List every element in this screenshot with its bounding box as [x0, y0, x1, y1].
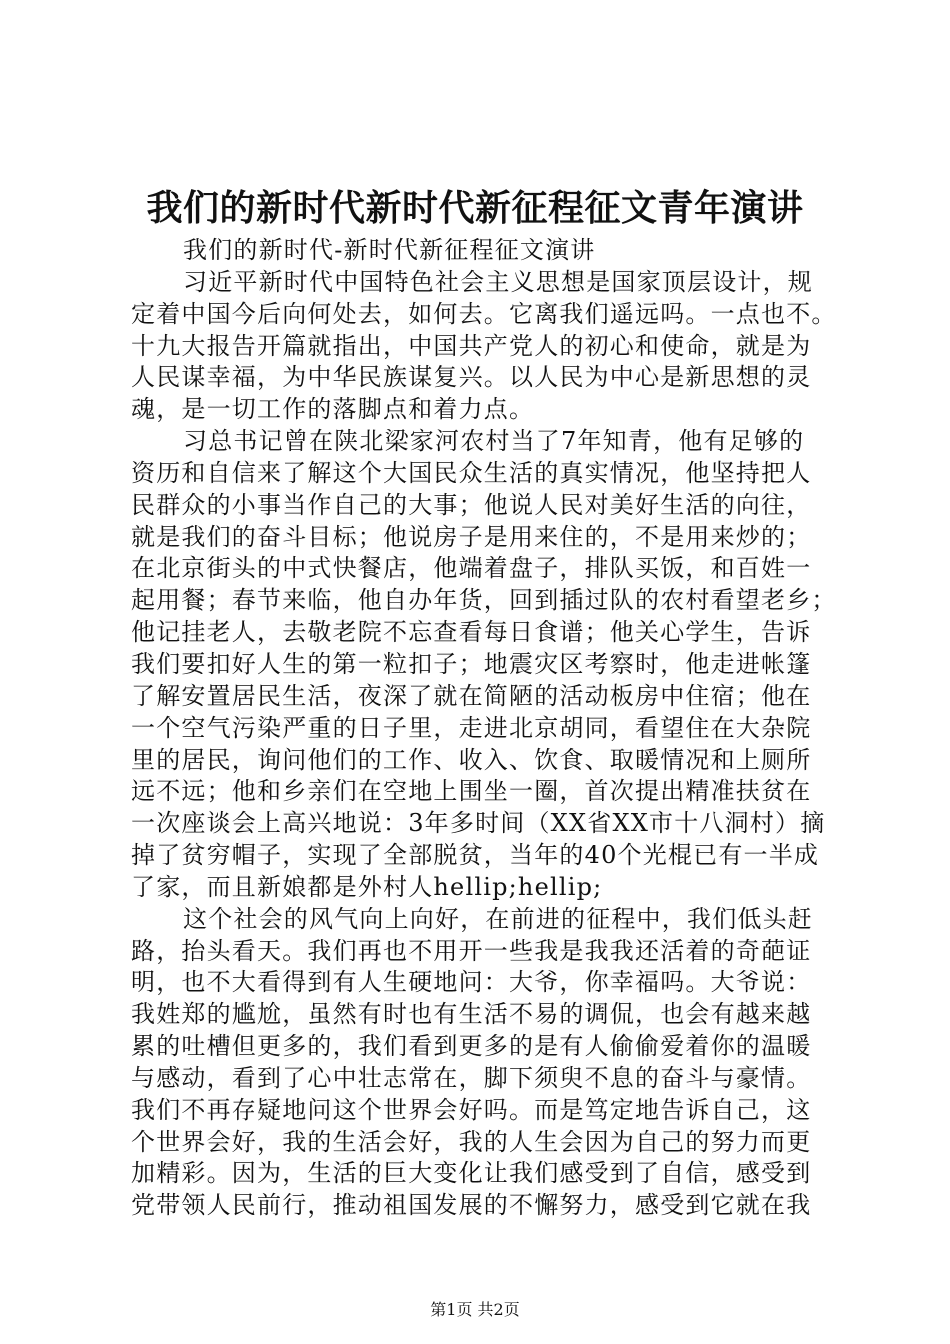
body-line: 掉了贫穷帽子，实现了全部脱贫，当年的40个光棍已有一半成: [131, 841, 820, 870]
body-line: 我们的新时代-新时代新征程征文演讲: [183, 236, 596, 264]
document-title: 我们的新时代新时代新征程征文青年演讲: [146, 187, 804, 229]
body-line: 我们不再存疑地问这个世界会好吗。而是笃定地告诉自己，这: [131, 1095, 812, 1124]
body-line: 十九大报告开篇就指出，中国共产党人的初心和使命，就是为: [131, 331, 812, 360]
body-line: 民群众的小事当作自己的大事；他说人民对美好生活的向往，: [131, 490, 812, 519]
body-line: 了家，而且新娘都是外村人hellip;hellip;: [131, 872, 603, 901]
body-line: 了解安置居民生活，夜深了就在简陋的活动板房中住宿；他在: [131, 681, 812, 710]
body-line: 与感动，看到了心中壮志常在，脚下须臾不息的奋斗与豪情。: [131, 1063, 812, 1092]
body-line: 里的居民，询问他们的工作、收入、饮食、取暖情况和上厕所: [131, 745, 812, 774]
body-line: 一次座谈会上高兴地说：3年多时间（XX省XX市十八洞村）摘: [131, 809, 826, 838]
body-line: 个世界会好，我的生活会好，我的人生会因为自己的努力而更: [131, 1127, 812, 1156]
body-line: 定着中国今后向何处去，如何去。它离我们遥远吗。一点也不。: [131, 299, 837, 328]
body-line: 这个社会的风气向上向好，在前进的征程中，我们低头赶: [183, 904, 813, 933]
body-line: 资历和自信来了解这个大国民众生活的真实情况，他坚持把人: [131, 458, 812, 487]
body-line: 就是我们的奋斗目标；他说房子是用来住的，不是用来炒的；: [131, 522, 812, 551]
body-line: 远不远；他和乡亲们在空地上围坐一圈，首次提出精准扶贫在: [131, 777, 812, 806]
body-line: 习总书记曾在陕北梁家河农村当了7年知青，他有足够的: [183, 427, 805, 456]
body-line: 魂，是一切工作的落脚点和着力点。: [131, 395, 535, 424]
body-line: 我姓郑的尴尬，虽然有时也有生活不易的调侃，也会有越来越: [131, 1000, 812, 1029]
body-line: 人民谋幸福，为中华民族谋复兴。以人民为中心是新思想的灵: [131, 363, 812, 392]
body-line: 党带领人民前行，推动祖国发展的不懈努力，感受到它就在我: [131, 1191, 812, 1220]
body-line: 累的吐槽但更多的，我们看到更多的是有人偷偷爱着你的温暖: [131, 1032, 812, 1061]
body-line: 加精彩。因为，生活的巨大变化让我们感受到了自信，感受到: [131, 1159, 812, 1188]
document-body: [131, 235, 845, 1222]
body-line: 他记挂老人，去敬老院不忘查看每日食谱；他关心学生，告诉: [131, 618, 812, 647]
body-line: 一个空气污染严重的日子里，走进北京胡同，看望住在大杂院: [131, 713, 812, 742]
body-line: 在北京街头的中式快餐店，他端着盘子，排队买饭，和百姓一: [131, 554, 812, 583]
body-line: 我们要扣好人生的第一粒扣子；地震灾区考察时，他走进帐篷: [131, 649, 812, 678]
body-line: 明，也不大看得到有人生硬地问：大爷，你幸福吗。大爷说：: [131, 968, 812, 997]
page-footer: 第1页 共2页: [430, 1300, 520, 1319]
body-line: 路，抬头看天。我们再也不用开一些我是我我还活着的奇葩证: [131, 936, 812, 965]
body-line: 起用餐；春节来临，他自办年货，回到插过队的农村看望老乡；: [131, 586, 837, 615]
body-line: 习近平新时代中国特色社会主义思想是国家顶层设计，规: [183, 267, 813, 296]
